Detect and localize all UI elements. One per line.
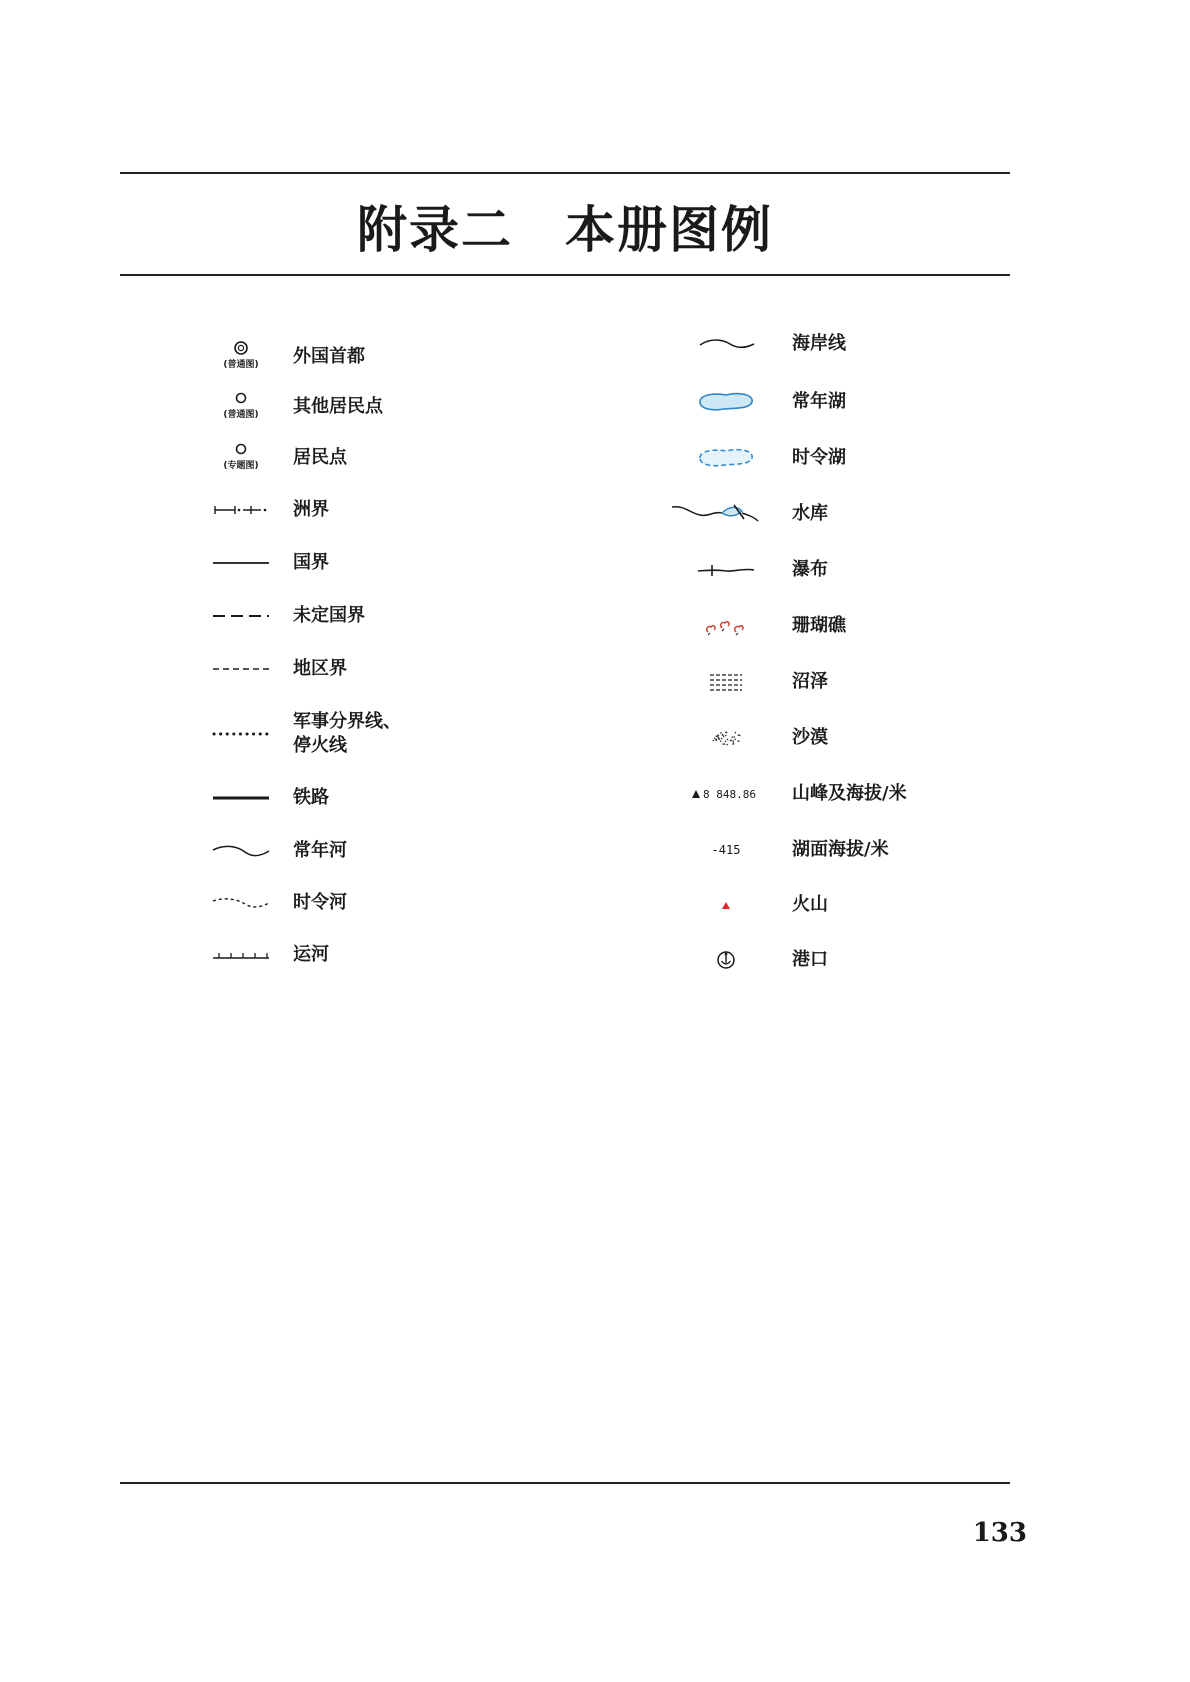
desert-dot [720,741,722,743]
legend-label-line-1: 军事分界线、 [293,711,401,732]
desert-dot [717,736,719,738]
canal-icon [205,933,277,977]
desert-dot [716,735,718,737]
desert-dot [733,736,735,738]
desert-dot [714,738,716,740]
continental-boundary-icon [205,488,277,532]
legend-label: 湖面海拔/米 [792,839,889,860]
desert-dot [733,740,735,742]
legend-entry-seasonal-river [205,881,585,925]
regional-boundary-icon [205,647,277,691]
legend-label: 国界 [293,552,329,573]
title-part-appendix: 附录二 [357,200,513,259]
legend-entry-port [690,938,1070,982]
legend-label [293,710,401,758]
legend-label: 火山 [792,894,828,915]
legend-entry-reservoir [690,492,1070,536]
desert-dot [738,740,740,742]
desert-dot [733,742,735,744]
legend-entry-lake-elevation [690,828,1070,872]
legend-label: 其他居民点 [293,396,383,417]
legend-label: 水库 [792,503,828,524]
desert-dot [725,735,727,737]
legend-entry-perennial-lake [690,380,1070,424]
title-bottom-rule [120,274,1010,276]
port-anchor-icon [690,938,762,982]
desert-dot [718,735,720,737]
legend-entry-perennial-river [205,829,585,873]
legend-entry-coastline [690,322,1070,366]
legend-label: 未定国界 [293,605,365,626]
desert-dot [718,738,720,740]
lake-elevation-sample-value: -415 [711,843,741,857]
legend-label: 运河 [293,944,329,965]
legend-label: 山峰及海拔/米 [792,783,907,804]
legend-entry-foreign-capital [205,335,585,379]
legend-entry-marsh [690,660,1070,704]
top-rule [120,172,1010,174]
other-settlement-icon [205,385,277,429]
perennial-river-icon [205,829,277,873]
legend-label: 港口 [792,949,828,970]
legend-label: 居民点 [293,447,347,468]
legend-label: 洲界 [293,499,329,520]
legend-entry-regional-boundary [205,647,585,691]
legend-entry-continental-boundary [205,488,585,532]
legend-label: 地区界 [293,658,347,679]
desert-dot [713,740,715,742]
desert-dot [738,734,740,736]
legend-entry-waterfall [690,548,1070,592]
perennial-lake-icon [690,380,762,424]
volcano-icon [690,883,762,927]
desert-dot [726,744,728,746]
symbol-sublabel: (普通图) [223,360,259,370]
legend-label: 时令湖 [792,447,846,468]
legend-entry-canal [205,933,585,977]
peak-sample-value: 8 848.86 [703,788,756,801]
legend-label: 沼泽 [792,671,828,692]
seasonal-lake-icon [690,436,762,480]
legend-entry-settlement [205,436,585,480]
legend-label: 海岸线 [792,333,846,354]
symbol-sublabel: (普通图) [223,410,259,420]
legend-entry-seasonal-lake [690,436,1070,480]
desert-dot [720,732,722,734]
desert-dot [734,739,736,741]
legend-entry-other-settlement [205,385,585,429]
coral-reef-icon [690,604,762,648]
desert-dot [732,736,734,738]
waterfall-icon [690,548,762,592]
desert-dot [724,743,726,745]
national-boundary-icon [205,541,277,585]
desert-dot [727,739,729,741]
symbol-sublabel: (专题图) [223,461,259,471]
title-part-legend: 本册图例 [565,200,773,259]
legend-label: 沙漠 [792,727,828,748]
reservoir-icon [690,492,762,536]
desert-dot [725,732,727,734]
page-title [120,178,1010,274]
legend-entry-national-boundary [205,541,585,585]
legend-label: 外国首都 [293,346,365,367]
legend-label: 瀑布 [792,559,828,580]
legend-label-line-2: 停火线 [293,735,347,756]
legend-label: 铁路 [293,787,329,808]
desert-dot [735,732,737,734]
railway-icon [205,776,277,820]
legend-label: 常年湖 [792,391,846,412]
desert-dot [721,738,723,740]
desert-dot [722,734,724,736]
ceasefire-line-icon [205,712,277,756]
settlement-icon [205,436,277,480]
foreign-capital-icon [205,335,277,379]
peak-icon [690,772,762,816]
legend-entry-peak [690,772,1070,816]
legend-entry-coral-reef [690,604,1070,648]
legend-entry-volcano [690,883,1070,927]
marsh-icon [690,660,762,704]
desert-dot [730,740,732,742]
legend-label: 时令河 [293,892,347,913]
legend-entry-railway [205,776,585,820]
seasonal-river-icon [205,881,277,925]
legend-entry-undetermined-boundary [205,594,585,638]
page-number: 133 [972,1518,1027,1548]
desert-icon [690,716,762,760]
undetermined-boundary-icon [205,594,277,638]
legend-label: 珊瑚礁 [792,615,846,636]
desert-dot [716,739,718,741]
lake-elevation-icon [690,828,762,872]
bottom-rule [120,1482,1010,1484]
legend-entry-desert [690,716,1070,760]
legend-entry-ceasefire-line [205,710,585,758]
coastline-icon [690,322,762,366]
legend-label: 常年河 [293,840,347,861]
desert-dot [725,741,727,743]
